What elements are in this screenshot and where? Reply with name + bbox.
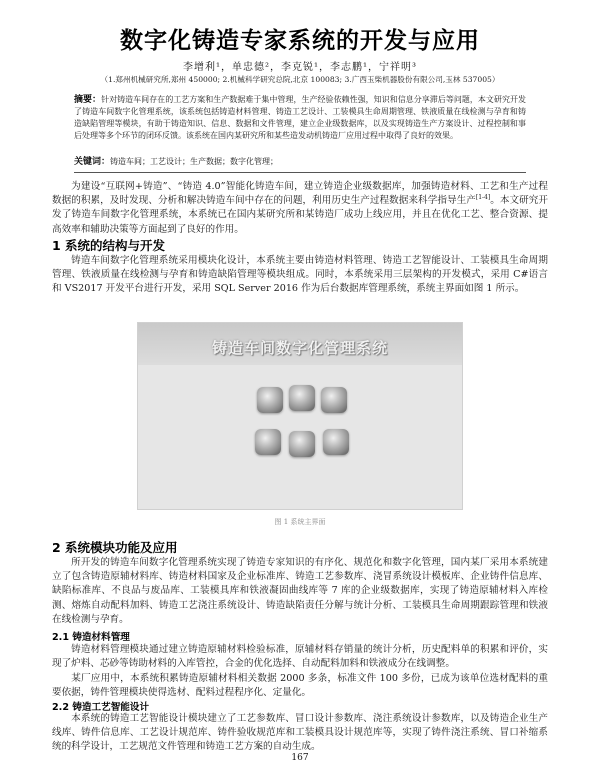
paper-title: 数字化铸造专家系统的开发与应用 xyxy=(120,28,480,54)
section-2-paragraph xyxy=(52,556,548,627)
intro-paragraph xyxy=(52,180,548,237)
module-melt-icon xyxy=(255,429,281,455)
module-materials-icon xyxy=(257,387,283,413)
section-2-2-heading: 2.2 铸造工艺智能设计 xyxy=(52,702,150,713)
section-2-2-text: 本系统的铸造工艺智能设计模块建立了工艺参数库、冒口设计参数库、浇注系统设计参数库，以及铸造企业生产线库、铸件信息库、工艺设计规范库、铸件验收规范库和工装模具设计规范库等，实现了铸件浇注系统、冒口补缩系统的科学设计，工艺规范文件管理和铸造工艺方案的自动生成。 xyxy=(52,713,548,753)
keywords-text: 铸造车间；工艺设计；生产数据；数字化管理； xyxy=(110,157,279,166)
abstract-block xyxy=(74,94,526,142)
figure-1-screenshot xyxy=(137,322,463,510)
page-number: 167 xyxy=(291,753,309,763)
section-1-paragraph xyxy=(52,254,548,297)
intro-text-a: 为建设“互联网+铸造”、“铸造 4.0”智能化铸造车间，建立铸造企业级数据库，加强铸造材料、工艺和生产过程数据的积累，及时发现、分析和解决铸造车间中存在的问题，利用历史生产过程数据来科学指导生产 xyxy=(52,181,548,207)
module-settings-icon xyxy=(323,429,349,455)
intro-text-b: 。本文研究开发了铸造车间数字化管理系统，本系统已在国内某研究所和某铸造厂成功上线应用，并且在优化工艺、整合资源、提高效率和辅助决策等方面起到了良好的作用。 xyxy=(52,195,549,235)
figure-module-icons xyxy=(138,383,462,493)
abstract-divider xyxy=(74,172,526,173)
module-tooling-icon xyxy=(321,387,347,413)
figure-screen-title: 铸造车间数字化管理系统 xyxy=(211,339,388,357)
section-1-heading: 1 系统的结构与开发 xyxy=(52,238,166,253)
abstract-label: 摘要： xyxy=(74,95,102,105)
author-affiliation: （1.郑州机械研究所,郑州 450000; 2.机械科学研究总院,北京 100083; 3.广西玉柴机器股份有限公司,玉林 537005） xyxy=(100,75,500,84)
module-defect-icon xyxy=(289,431,315,457)
section-2-text: 所开发的铸造车间数字化管理系统实现了铸造专家知识的有序化、规范化和数字化管理，国内某厂采用本系统建立了包含铸造原辅材料库、铸造材料国家及企业标准库、铸造工艺参数库、浇冒系统设计模板库、企业铸件信息库、缺陷标准库、不良品与废品库、工装模具库和铁液凝固曲线库等 7 库的企业级数据库，实现了铸造原辅材料入库检测、熔炼自动配料加料、铸造工艺浇注系统设计、铸造缺陷责任分解与统计分析、工装模具生命周期跟踪管理和铁液在线检测与孕育。 xyxy=(52,557,548,625)
section-2-1-text-2: 某厂应用中，本系统积累铸造原辅材料相关数据 2000 多条，标准文件 100 多份，已成为该单位选材配料的重要依据，铸件管理模块使得选材、配料过程程序化、定量化。 xyxy=(52,673,548,699)
module-process-icon xyxy=(289,385,315,411)
section-2-1-paragraph-2 xyxy=(52,672,548,700)
figure-1-caption: 图 1 系统主界面 xyxy=(274,518,326,526)
section-2-heading: 2 系统模块功能及应用 xyxy=(52,540,178,555)
section-2-1-heading: 2.1 铸造材料管理 xyxy=(52,632,130,643)
keywords-block xyxy=(74,156,526,168)
section-2-1-text-1: 铸造材料管理模块通过建立铸造原辅材料检验标准，原辅材料存销量的统计分析，历史配料单的积累和评价，实现了炉料、芯砂等铸助材料的入库管控，合金的优化选择、自动配料加料和铁液成分在线调整。 xyxy=(52,644,548,670)
section-1-text: 铸造车间数字化管理系统采用模块化设计，本系统主要由铸造材料管理、铸造工艺智能设计、工装模具生命周期管理、铁液质量在线检测与孕育和铸造缺陷管理等模块组成。同时，本系统采用三层架构的开发模式，采用 C#语言和 VS2017 开发平台进行开发，采用 SQL Server 2016 作为后台数据库管理系统，系统主界面如图 1 所示。 xyxy=(52,255,548,295)
author-list: 李增利¹，单忠德²，李克锐¹，李志鹏¹，宁祥明³ xyxy=(182,62,418,73)
abstract-text: 针对铸造车间存在的工艺方案和生产数据难于集中管理，生产经验依赖性强，知识和信息分享滞后等问题，本文研究开发了铸造车间数字化管理系统，该系统包括铸造材料管理、铸造工艺设计、工装模具生命周期管理、铁液质量在线检测与孕育和铸造缺陷管理等模块，有助于铸造知识、信息、数据和文件管理，建立企业级数据库，以及实现铸造生产方案设计、过程控制和事后处理等多个环节的闭环反馈。该系统在国内某研究所和某些造发动机铸造厂应用过程中取得了良好的效果。 xyxy=(74,95,526,140)
section-2-1-paragraph-1 xyxy=(52,643,548,671)
section-2-2-paragraph xyxy=(52,712,548,755)
keywords-label: 关键词： xyxy=(74,157,111,167)
intro-citation: [1-4] xyxy=(475,194,491,202)
